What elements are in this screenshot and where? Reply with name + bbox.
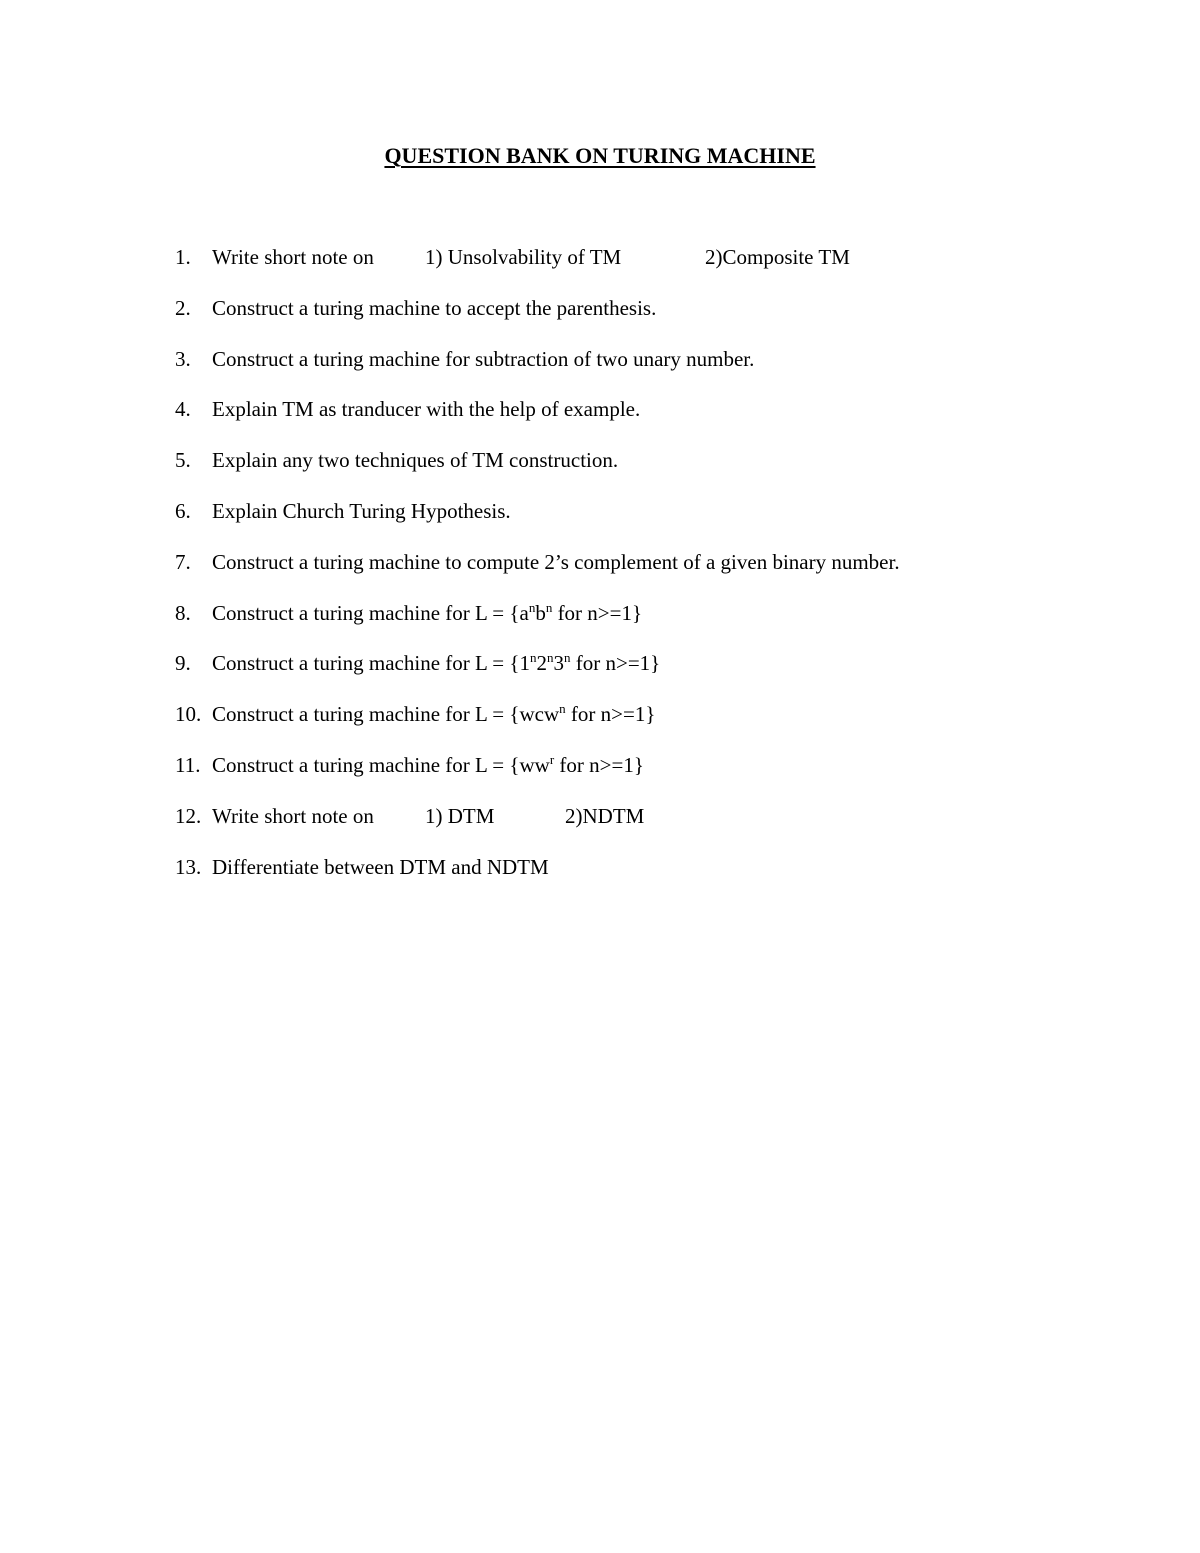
question-text: Construct a turing machine to compute 2’s complement of a given binary number. <box>212 549 900 574</box>
question-option-2: 2)NDTM <box>565 803 645 828</box>
question-text: Differentiate between DTM and NDTM <box>212 854 549 879</box>
question-text: Write short note on <box>212 245 374 269</box>
question-text <box>212 646 660 680</box>
question-number: 1. <box>175 245 191 269</box>
formula-superscript: n <box>528 599 536 615</box>
page-title <box>0 142 1200 170</box>
question-option-2: 2)Composite TM <box>705 245 850 269</box>
question-number: 3. <box>175 346 191 371</box>
question-text: Explain Church Turing Hypothesis. <box>212 498 511 523</box>
question-number: 9. <box>175 651 191 676</box>
question-text: Construct a turing machine to accept the parenthesis. <box>212 295 657 320</box>
question-number: 4. <box>175 397 191 422</box>
formula-prefix: Construct a turing machine for L = {1 <box>212 651 530 676</box>
formula-superscript: n <box>529 650 537 666</box>
question-text <box>212 697 655 731</box>
formula-prefix: Construct a turing machine for L = {wcw <box>212 702 560 727</box>
question-text: Write short note on <box>212 803 374 828</box>
formula-part: 3 <box>553 651 564 676</box>
formula-superscript: r <box>549 751 555 767</box>
question-option-1: 1) Unsolvability of TM <box>425 245 622 269</box>
question-number: 10. <box>175 702 202 727</box>
formula-suffix: for n>=1} <box>552 600 643 625</box>
formula-superscript: n <box>546 650 554 666</box>
formula-superscript: n <box>545 599 553 615</box>
question-text: Explain any two techniques of TM construction. <box>212 448 619 473</box>
question-number: 12. <box>175 803 202 828</box>
question-number: 5. <box>175 448 191 473</box>
question-number: 7. <box>175 549 191 574</box>
question-text: Construct a turing machine for subtraction of two unary number. <box>212 346 755 371</box>
question-number: 2. <box>175 295 191 320</box>
page-title-text: QUESTION BANK ON TURING MACHINE <box>384 143 816 168</box>
question-number: 6. <box>175 498 191 523</box>
formula-part: b <box>535 600 546 625</box>
question-option-1: 1) DTM <box>425 803 495 828</box>
question-text <box>212 748 644 782</box>
question-number: 11. <box>175 752 201 777</box>
formula-prefix: Construct a turing machine for L = {ww <box>212 752 550 777</box>
formula-suffix: for n>=1} <box>565 702 656 727</box>
formula-superscript: n <box>563 650 571 666</box>
formula-part: 2 <box>536 651 547 676</box>
formula-suffix: for n>=1} <box>554 752 644 777</box>
formula-prefix: Construct a turing machine for L = {a <box>212 600 529 625</box>
question-number: 8. <box>175 600 191 625</box>
formula-superscript: n <box>559 701 566 717</box>
question-text: Explain TM as tranducer with the help of example. <box>212 397 641 422</box>
question-text <box>212 596 642 630</box>
question-number: 13. <box>175 854 202 879</box>
formula-suffix: for n>=1} <box>570 651 661 676</box>
